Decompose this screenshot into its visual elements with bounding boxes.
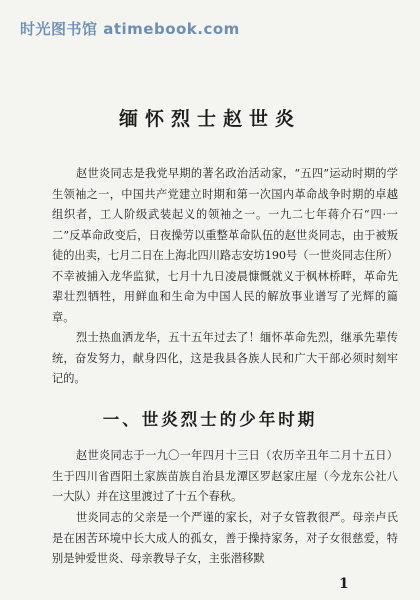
section-heading: 一、世炎烈士的少年时期 xyxy=(102,410,318,429)
page-title: 缅怀烈士赵世炎 xyxy=(118,108,301,130)
memorial-paragraph: 烈士热血洒龙华，五十五年过去了！缅怀革命先烈，继承先辈传统，奋发努力，献身四化，这是我县各族人民和广大干部必须时刻牢记的。 xyxy=(52,331,398,385)
family-paragraph: 世炎同志的父亲是一个严谨的家长，对子女管教很严。母亲卢氏是在困苦环境中长大成人的孤女，善于操持家务，对子女很慈爱，特别是钟爱世炎、母亲教导子女，主张潜移默 xyxy=(52,511,398,565)
watermark: 时光图书馆 atimebook.com xyxy=(20,20,240,38)
page-number: 1 xyxy=(339,576,349,592)
birth-paragraph: 赵世炎同志于一九〇一年四月十三日（农历辛丑年二月十五日）生于四川省酉阳土家族苗族自治县龙潭区罗赵家庄屋（今龙东公社八一大队）并在这里渡过了十五个春秋。 xyxy=(52,449,398,503)
intro-paragraph: 赵世炎同志是我党早期的著名政治活动家，“五四”运动时期的学生领袖之一，中国共产党建立时期和第一次国内革命战争时期的卓越组织者，工人阶级武装起义的领袖之一。一九二七年蒋介石“四·一二”反革命政变后，日夜操劳以重整革命队伍的赵世炎同志，由于被叛徒的出卖，七月二日在上海北四川路志安坊190号（一世炎同志住所）不幸被捕入龙华监狱，七月十九日凌晨慷慨就义于枫林桥畔，革命先辈壮烈牺牲，用鲜血和生命为中国人民的解放事业谱写了光辉的篇章。 xyxy=(52,167,398,324)
